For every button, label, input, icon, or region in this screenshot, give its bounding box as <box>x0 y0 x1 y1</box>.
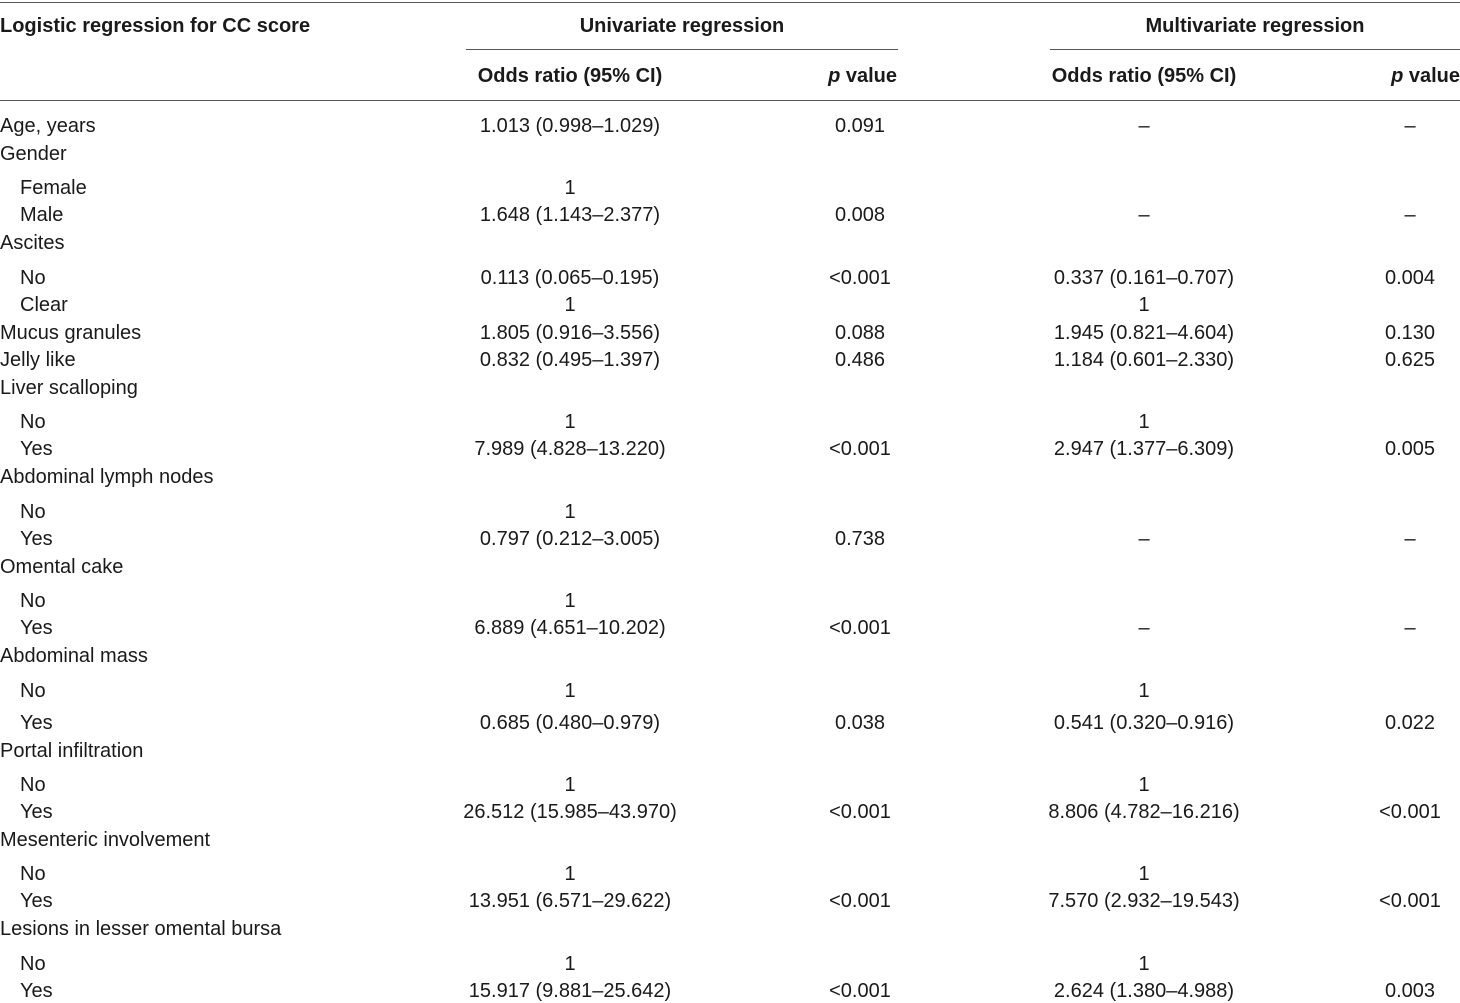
multivariate-odds-ratio: 2.624 (1.380–4.988) <box>1053 980 1235 1002</box>
row-label: Yes <box>20 617 53 639</box>
multivariate-p-value: – <box>1404 115 1416 137</box>
multivariate-odds-ratio: – <box>1138 204 1150 226</box>
univariate-p-value: 0.008 <box>834 204 886 226</box>
row-label: Lesions in lesser omental bursa <box>0 918 282 940</box>
univariate-p-value: <0.001 <box>829 267 891 289</box>
univariate-odds-ratio: 6.889 (4.651–10.202) <box>474 617 666 639</box>
multivariate-odds-ratio: – <box>1138 617 1150 639</box>
row-label: No <box>20 680 46 702</box>
univariate-odds-ratio: 13.951 (6.571–29.622) <box>468 890 672 912</box>
header-rule <box>0 100 1460 101</box>
multivariate-p-value: 0.005 <box>1384 438 1436 460</box>
univariate-p-value: <0.001 <box>829 617 891 639</box>
univariate-p-value: 0.038 <box>834 712 886 734</box>
row-label: No <box>20 267 46 289</box>
univariate-p-value: <0.001 <box>829 801 891 823</box>
univariate-odds-ratio: 0.685 (0.480–0.979) <box>479 712 661 734</box>
row-label: No <box>20 953 46 975</box>
multivariate-p-value: <0.001 <box>1379 801 1441 823</box>
univariate-odds-ratio: 0.797 (0.212–3.005) <box>479 528 661 550</box>
univariate-odds-ratio: 1 <box>564 177 576 199</box>
univariate-odds-ratio: 1 <box>564 294 576 316</box>
multivariate-odds-ratio: 1 <box>1138 411 1150 433</box>
univariate-odds-ratio: 0.832 (0.495–1.397) <box>479 349 661 371</box>
multivariate-p-value: – <box>1404 204 1416 226</box>
multivariate-odds-ratio: 1 <box>1138 863 1150 885</box>
row-label: Yes <box>20 890 53 912</box>
row-label: Gender <box>0 143 67 165</box>
univariate-odds-ratio: 1 <box>564 680 576 702</box>
row-label: No <box>20 590 46 612</box>
univariate-p-value: <0.001 <box>829 438 891 460</box>
multivariate-p-value: 0.130 <box>1384 322 1436 344</box>
row-label: Yes <box>20 438 53 460</box>
multivariate-p-value: 0.003 <box>1384 980 1436 1002</box>
row-label: No <box>20 863 46 885</box>
univariate-p-value: <0.001 <box>829 980 891 1002</box>
univariate-odds-ratio: 1 <box>564 953 576 975</box>
top-rule <box>0 2 1460 3</box>
row-label: Male <box>20 204 64 226</box>
multivariate-odds-ratio: 1 <box>1138 774 1150 796</box>
multivariate-odds-ratio: 1.184 (0.601–2.330) <box>1053 349 1235 371</box>
row-label: Mesenteric involvement <box>0 829 211 851</box>
row-label: No <box>20 774 46 796</box>
univariate-odds-ratio: 1 <box>564 590 576 612</box>
univariate-p-value: <0.001 <box>829 890 891 912</box>
multivariate-odds-ratio: 1 <box>1138 953 1150 975</box>
univariate-odds-ratio: 1.013 (0.998–1.029) <box>479 115 661 137</box>
multivariate-odds-ratio: – <box>1138 528 1150 550</box>
univariate-p-value: 0.088 <box>834 322 886 344</box>
table-title: Logistic regression for CC score <box>0 15 311 37</box>
univariate-odds-ratio: 0.113 (0.065–0.195) <box>480 267 660 289</box>
row-label: Age, years <box>0 115 96 137</box>
p-value-text: value <box>1403 65 1460 87</box>
row-label: Yes <box>20 980 53 1002</box>
univariate-rule <box>466 49 898 50</box>
row-label: Yes <box>20 528 53 550</box>
multivariate-p-value: – <box>1404 528 1416 550</box>
multivariate-rule <box>1050 49 1460 50</box>
univariate-p-value: 0.486 <box>834 349 886 371</box>
univariate-odds-ratio: 1 <box>564 863 576 885</box>
p-value-text: value <box>840 65 897 87</box>
multivariate-p-value: – <box>1404 617 1416 639</box>
row-label: Portal infiltration <box>0 740 144 762</box>
univariate-odds-ratio: 1 <box>564 774 576 796</box>
row-label: Omental cake <box>0 556 124 578</box>
row-label: Ascites <box>0 232 65 254</box>
multivariate-odds-ratio: 7.570 (2.932–19.543) <box>1048 890 1240 912</box>
row-label: Abdominal mass <box>0 645 148 667</box>
p-italic: p <box>1391 65 1404 87</box>
univariate-p-value-header <box>828 64 897 88</box>
univariate-odds-ratio: 1.805 (0.916–3.556) <box>479 322 661 344</box>
multivariate-p-value: <0.001 <box>1379 890 1441 912</box>
univariate-odds-ratio-header: Odds ratio (95% CI) <box>477 65 663 87</box>
univariate-odds-ratio: 7.989 (4.828–13.220) <box>474 438 666 460</box>
multivariate-odds-ratio: 1 <box>1138 680 1150 702</box>
multivariate-odds-ratio: 1.945 (0.821–4.604) <box>1053 322 1235 344</box>
row-label: Yes <box>20 712 53 734</box>
row-label: Yes <box>20 801 53 823</box>
multivariate-odds-ratio-header: Odds ratio (95% CI) <box>1051 65 1237 87</box>
multivariate-odds-ratio: 0.337 (0.161–0.707) <box>1053 267 1235 289</box>
multivariate-odds-ratio: – <box>1138 115 1150 137</box>
row-label: Mucus granules <box>0 322 142 344</box>
univariate-p-value: 0.091 <box>834 115 886 137</box>
univariate-odds-ratio: 1 <box>564 501 576 523</box>
multivariate-odds-ratio: 0.541 (0.320–0.916) <box>1053 712 1235 734</box>
row-label: Female <box>20 177 87 199</box>
row-label: No <box>20 501 46 523</box>
univariate-odds-ratio: 1 <box>564 411 576 433</box>
univariate-odds-ratio: 26.512 (15.985–43.970) <box>463 801 677 823</box>
row-label: Liver scalloping <box>0 377 138 399</box>
multivariate-p-value-header <box>1391 64 1460 88</box>
univariate-header: Univariate regression <box>579 15 785 37</box>
row-label: Jelly like <box>0 349 76 371</box>
multivariate-odds-ratio: 8.806 (4.782–16.216) <box>1048 801 1240 823</box>
multivariate-p-value: 0.022 <box>1384 712 1436 734</box>
multivariate-p-value: 0.004 <box>1384 267 1436 289</box>
p-italic: p <box>828 65 841 87</box>
row-label: Abdominal lymph nodes <box>0 466 214 488</box>
row-label: No <box>20 411 46 433</box>
univariate-odds-ratio: 15.917 (9.881–25.642) <box>468 980 672 1002</box>
multivariate-odds-ratio: 2.947 (1.377–6.309) <box>1053 438 1235 460</box>
multivariate-odds-ratio: 1 <box>1138 294 1150 316</box>
multivariate-header: Multivariate regression <box>1145 15 1365 37</box>
univariate-odds-ratio: 1.648 (1.143–2.377) <box>479 204 661 226</box>
row-label: Clear <box>20 294 68 316</box>
univariate-p-value: 0.738 <box>834 528 886 550</box>
multivariate-p-value: 0.625 <box>1384 349 1436 371</box>
